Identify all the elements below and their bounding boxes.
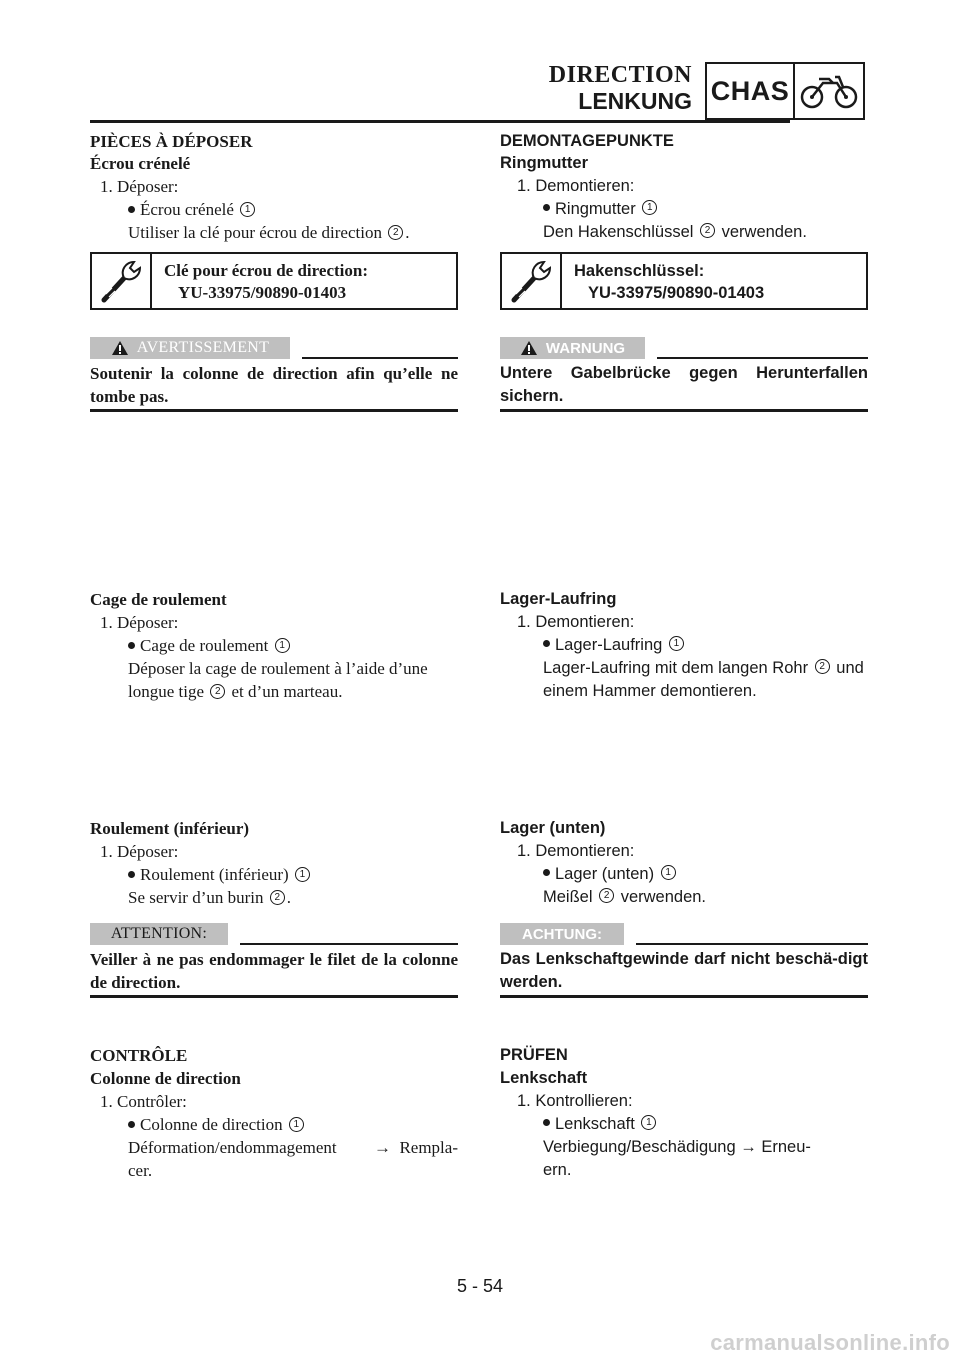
bullet-icon — [128, 206, 135, 213]
divider — [657, 357, 868, 359]
de-race-instr: Lager-Laufring mit dem langen Rohr 2 und einem Hammer demontieren. — [543, 659, 864, 700]
watermark: carmanualsonline.info — [710, 1330, 950, 1355]
de-check-heading: PRÜFEN — [500, 1046, 568, 1064]
divider — [240, 943, 458, 945]
de-nut-step: 1. Demontieren: — [517, 177, 635, 195]
divider — [500, 995, 868, 998]
fr-warning-label: AVERTISSEMENT — [136, 339, 270, 356]
de-bearing-item: Lager (unten) 1 — [500, 863, 868, 886]
callout-number: 1 — [642, 200, 657, 215]
de-nut-instr: Den Hakenschlüssel 2 verwenden. — [543, 223, 807, 241]
callout-number: 2 — [815, 659, 830, 674]
section-badge — [705, 62, 865, 120]
warning-icon — [520, 340, 538, 356]
fr-race-title: Cage de roulement — [90, 590, 227, 609]
callout-number: 1 — [295, 867, 310, 882]
callout-number: 2 — [599, 888, 614, 903]
fr-race-step: 1. Déposer: — [100, 613, 179, 632]
divider — [90, 409, 458, 412]
de-remove-heading: DEMONTAGEPUNKTE — [500, 132, 674, 150]
wrench-icon — [92, 254, 152, 308]
bullet-icon — [543, 204, 550, 211]
fr-bearing-title: Roulement (inférieur) — [90, 819, 250, 838]
de-bearing-section — [500, 817, 868, 909]
title-de: LENKUNG — [578, 88, 692, 114]
callout-number: 2 — [210, 684, 225, 699]
fr-remove-heading: PIÈCES À DÉPOSER — [90, 132, 253, 151]
divider — [302, 357, 458, 359]
de-warning-label: WARNUNG — [545, 339, 626, 357]
callout-number: 2 — [700, 223, 715, 238]
section-code: CHAS — [707, 64, 795, 118]
fr-check-heading: CONTRÔLE — [90, 1046, 188, 1065]
bullet-icon — [128, 871, 135, 878]
de-tool-label: Hakenschlüssel: — [574, 262, 705, 280]
callout-number: 2 — [388, 225, 403, 240]
bullet-icon — [128, 642, 135, 649]
de-race-item: Lager-Laufring 1 — [500, 634, 868, 657]
de-check-section — [500, 1044, 868, 1182]
bullet-icon — [128, 1121, 135, 1128]
callout-number: 1 — [669, 636, 684, 651]
title-fr: DIRECTION — [548, 62, 692, 88]
de-race-step: 1. Demontieren: — [517, 613, 635, 631]
fr-tool-number: YU-33975/90890-01403 — [178, 283, 347, 302]
de-caution-badge — [500, 923, 624, 945]
motorcycle-icon — [795, 64, 863, 118]
de-tool-number: YU-33975/90890-01403 — [588, 284, 765, 302]
divider — [500, 409, 868, 412]
callout-number: 1 — [641, 1115, 656, 1130]
callout-number: 2 — [270, 890, 285, 905]
fr-nut-item: Écrou crénelé 1 — [128, 198, 257, 221]
bullet-icon — [543, 1119, 550, 1126]
fr-stem-item: Colonne de direction 1 — [90, 1113, 458, 1136]
de-nut-title: Ringmutter — [500, 154, 588, 172]
fr-caution-badge — [90, 923, 228, 945]
de-stem-instr: Verbiegung/Beschädigung → Erneu- — [543, 1138, 811, 1156]
fr-nut-step: 1. Déposer: — [100, 177, 179, 196]
de-race-title: Lager-Laufring — [500, 590, 617, 608]
fr-stem-instr-cont: cer. — [128, 1161, 153, 1180]
fr-race-section — [90, 588, 458, 703]
warning-icon — [111, 340, 129, 356]
de-stem-item: Lenkschaft 1 — [500, 1113, 868, 1136]
fr-stem-step: 1. Contrôler: — [100, 1092, 187, 1111]
fr-tool-box — [90, 252, 458, 310]
de-bearing-step: 1. Demontieren: — [517, 842, 635, 860]
de-warning-text: Untere Gabelbrücke gegen Herunterfallen sichern. — [500, 364, 868, 405]
callout-number: 1 — [289, 1117, 304, 1132]
fr-race-item: Cage de roulement 1 — [90, 634, 458, 657]
divider — [636, 943, 868, 945]
de-stem-step: 1. Kontrollieren: — [517, 1092, 633, 1110]
fr-bearing-instr: Se servir d’un burin 2 . — [128, 888, 292, 907]
fr-race-instr: Déposer la cage de roulement à l’aide d’une longue tige 2 et d’un marteau. — [128, 659, 428, 701]
de-bearing-title: Lager (unten) — [500, 819, 606, 837]
callout-number: 1 — [275, 638, 290, 653]
bullet-icon — [543, 869, 550, 876]
page-title — [549, 62, 692, 114]
callout-number: 1 — [240, 202, 255, 217]
fr-nut-instr: Utiliser la clé pour écrou de direction 2 . — [128, 223, 410, 242]
de-caution-label: ACHTUNG: — [522, 925, 602, 943]
fr-tool-label: Clé pour écrou de direction: — [164, 261, 368, 280]
fr-caution-label: ATTENTION: — [110, 925, 208, 942]
de-tool-box — [500, 252, 868, 310]
fr-bearing-step: 1. Déposer: — [100, 842, 179, 861]
de-nut-item: Ringmutter 1 — [543, 198, 659, 221]
fr-check-section — [90, 1044, 458, 1182]
page-number: 5 - 54 — [456, 1276, 504, 1296]
de-bearing-instr: Meißel 2 verwenden. — [543, 888, 707, 906]
fr-warning-badge — [90, 337, 290, 359]
de-stem-instr-cont: ern. — [543, 1161, 572, 1179]
de-warning-badge — [500, 337, 645, 359]
wrench-icon — [502, 254, 562, 308]
fr-caution-text: Veiller à ne pas endommager le filet de la colonne de direction. — [90, 950, 458, 992]
de-race-section — [500, 588, 868, 703]
divider — [90, 995, 458, 998]
de-caution-text: Das Lenkschaftgewinde darf nicht beschä-digt werden. — [500, 950, 868, 991]
fr-stem-instr: Déformation/endommagement → Rempla- — [128, 1138, 458, 1157]
header-rule — [90, 120, 790, 123]
de-stem-title: Lenkschaft — [500, 1069, 588, 1087]
bullet-icon — [543, 640, 550, 647]
callout-number: 1 — [661, 865, 676, 880]
fr-stem-title: Colonne de direction — [90, 1069, 241, 1088]
fr-nut-title: Écrou crénelé — [90, 154, 191, 173]
fr-bearing-section — [90, 817, 458, 909]
fr-warning-text: Soutenir la colonne de direction afin qu’elle ne tombe pas. — [90, 364, 458, 406]
fr-bearing-item: Roulement (inférieur) 1 — [90, 863, 458, 886]
